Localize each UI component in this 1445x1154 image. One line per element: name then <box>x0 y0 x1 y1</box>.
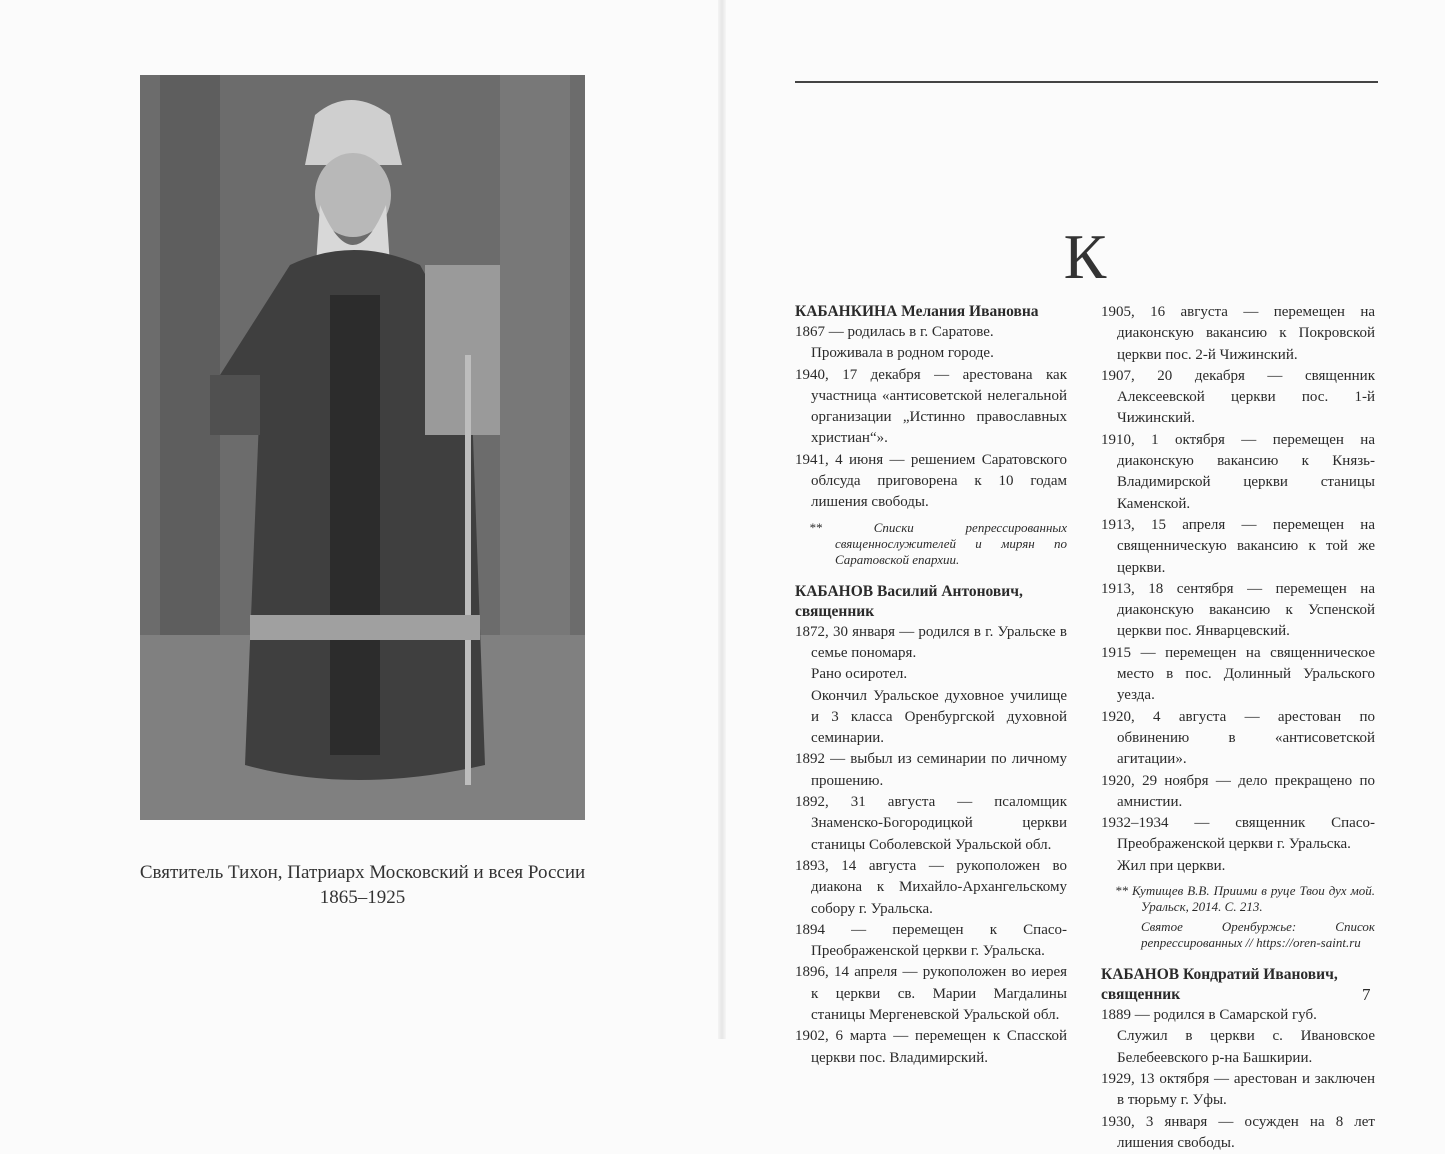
page-number: 7 <box>1362 985 1371 1005</box>
entry-paragraph: 1896, 14 апреля — рукоположен во иерея к церкви св. Марии Магдалины станицы Мергеневской Уральской обл. <box>795 962 1067 1026</box>
patriarch-photo <box>140 75 585 820</box>
entry-paragraph: 1941, 4 июня — решением Саратовского облсуда приговорена к 10 годам лишения свободы. <box>795 450 1067 514</box>
entry-paragraph: 1940, 17 декабря — арестована как участница «антисоветской нелегальной организации „Истинно православных христиан“». <box>795 365 1067 450</box>
entry-heading: КАБАНКИНА Мелания Ивановна <box>795 302 1067 322</box>
entry-paragraph: 1910, 1 октября — перемещен на диаконскую вакансию к Князь-Владимирской церкви станицы Каменской. <box>1101 430 1375 515</box>
caption-years: 1865–1925 <box>100 885 625 910</box>
entry-paragraph: 1932–1934 — священник Спасо-Преображенской церкви г. Уральска. <box>1101 813 1375 856</box>
entry-paragraph: 1930, 3 января — осужден на 8 лет лишения свободы. <box>1101 1112 1375 1154</box>
entry-paragraph: 1892, 31 августа — псаломщик Знаменско-Богородицкой церкви станицы Соболевской Уральской обл. <box>795 792 1067 856</box>
entry-paragraph: Проживала в родном городе. <box>795 343 1067 364</box>
section-letter: К <box>1040 222 1130 292</box>
entry-heading: КАБАНОВ Кондратий Иванович, священник <box>1101 965 1375 1005</box>
entry-heading: КАБАНОВ Василий Антонович, священник <box>795 582 1067 622</box>
entry-paragraph: 1907, 20 декабря — священник Алексеевской церкви пос. 1-й Чижинский. <box>1101 366 1375 430</box>
entry-paragraph: 1902, 6 марта — перемещен к Спасской церкви пос. Владимирский. <box>795 1026 1067 1069</box>
header-rule <box>795 81 1378 83</box>
column-right <box>1101 302 1375 1154</box>
entry-paragraph: 1893, 14 августа — рукоположен во диакона к Михайло-Архангельскому собору г. Уральска. <box>795 856 1067 920</box>
entry-paragraph: 1913, 15 апреля — перемещен на священническую вакансию к той же церкви. <box>1101 515 1375 579</box>
entry-gap <box>795 568 1067 582</box>
source-note: ** Списки репрессированных священнослужителей и мирян по Саратовской епархии. <box>795 520 1067 568</box>
entry-paragraph: Окончил Уральское духовное училище и 3 класса Оренбургской духовной семинарии. <box>795 686 1067 750</box>
entry-paragraph: Жил при церкви. <box>1101 856 1375 877</box>
column-left <box>795 302 1067 1069</box>
source-note: Святое Оренбуржье: Список репрессированных // https://oren-saint.ru <box>1101 919 1375 951</box>
entry-paragraph: 1913, 18 сентября — перемещен на диаконскую вакансию к Успенской церкви пос. Январцевский. <box>1101 579 1375 643</box>
source-note: ** Кутищев В.В. Приими в руце Твои дух мой. Уральск, 2014. С. 213. <box>1101 883 1375 915</box>
entry-paragraph: 1929, 13 октября — арестован и заключен в тюрьму г. Уфы. <box>1101 1069 1375 1112</box>
entry-paragraph: Служил в церкви с. Ивановское Белебеевского р-на Башкирии. <box>1101 1026 1375 1069</box>
entry-paragraph: 1920, 4 августа — арестован по обвинению в «антисоветской агитации». <box>1101 707 1375 771</box>
entry-gap <box>1101 951 1375 965</box>
entry-paragraph: Рано осиротел. <box>795 664 1067 685</box>
book-fold <box>718 0 726 1039</box>
caption-title: Святитель Тихон, Патриарх Московский и всея России <box>100 860 625 885</box>
entry-paragraph: 1872, 30 января — родился в г. Уральске в семье пономаря. <box>795 622 1067 665</box>
entry-paragraph: 1915 — перемещен на священническое место в пос. Долинный Уральского уезда. <box>1101 643 1375 707</box>
entry-paragraph: 1889 — родился в Самарской губ. <box>1101 1005 1375 1026</box>
entry-paragraph: 1920, 29 ноября — дело прекращено по амнистии. <box>1101 771 1375 814</box>
entry-paragraph: 1905, 16 августа — перемещен на диаконскую вакансию к Покровской церкви пос. 2-й Чижинский. <box>1101 302 1375 366</box>
entry-paragraph: 1892 — выбыл из семинарии по личному прошению. <box>795 749 1067 792</box>
photo-caption <box>100 860 625 910</box>
entry-paragraph: 1867 — родилась в г. Саратове. <box>795 322 1067 343</box>
entry-paragraph: 1894 — перемещен к Спасо-Преображенской церкви г. Уральска. <box>795 920 1067 963</box>
